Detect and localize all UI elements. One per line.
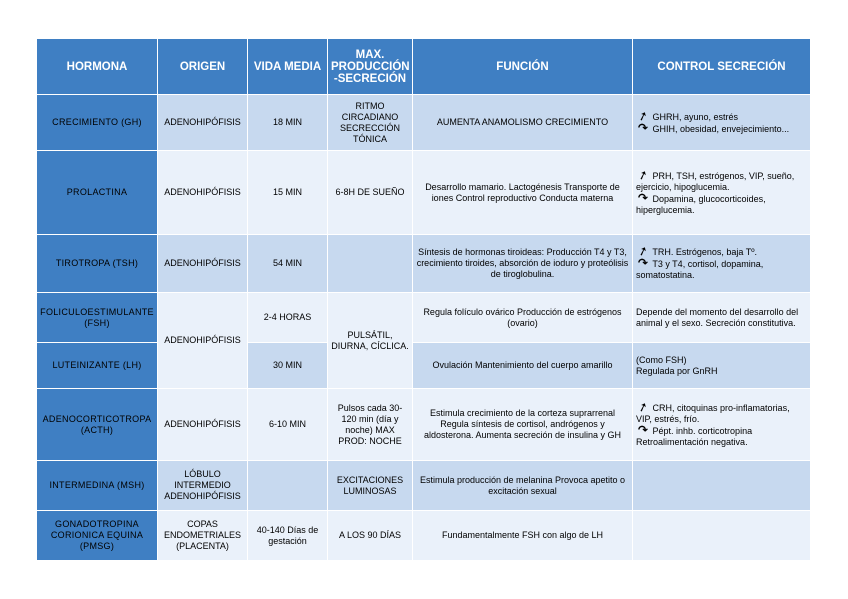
- control-up-text: TRH. Estrógenos, baja Tº.: [652, 247, 758, 257]
- control-cell: [633, 389, 811, 461]
- table-row: [37, 389, 811, 461]
- vida-cell: 40-140 Días de gestación: [248, 511, 328, 561]
- funcion-cell: Regula folículo ovárico Producción de estrógenos (ovario): [413, 293, 633, 343]
- origen-cell: COPAS ENDOMETRIALES (PLACENTA): [158, 511, 248, 561]
- control-down-text: T3 y T4, cortisol, dopamina, somatostatina.: [636, 259, 764, 280]
- vida-cell: 30 MIN: [248, 343, 328, 389]
- arrow-up-icon: ➚: [635, 107, 650, 124]
- arrow-up-icon: ➚: [635, 166, 650, 183]
- arrow-down-icon: ↷: [637, 256, 649, 270]
- hormone-name: ADENOCORTICOTROPA (ACTH): [37, 389, 158, 461]
- max-cell: EXCITACIONES LUMINOSAS: [328, 461, 413, 511]
- max-cell: A LOS 90 DÍAS: [328, 511, 413, 561]
- control-down-text: GHIH, obesidad, envejecimiento...: [652, 123, 790, 134]
- header-vida-media: VIDA MEDIA: [248, 39, 328, 95]
- table-row: [37, 511, 811, 561]
- max-cell: PULSÁTIL, DIURNA, CÍCLICA.: [328, 293, 413, 389]
- vida-cell: 18 MIN: [248, 95, 328, 151]
- hormone-name: FOLICULOESTIMULANTE (FSH): [37, 293, 158, 343]
- vida-cell: [248, 461, 328, 511]
- control-cell: [633, 235, 811, 293]
- control-cell: [633, 343, 811, 389]
- funcion-cell: Síntesis de hormonas tiroideas: Producción T4 y T3, crecimiento tiroides, absorción de ioduro y proteólisis de tiroglobulina.: [413, 235, 633, 293]
- header-max-produccion: MAX. PRODUCCIÓN -SECRECIÓN: [328, 39, 413, 95]
- hormone-table: [36, 38, 811, 561]
- table-row: [37, 95, 811, 151]
- control-up-text: CRH, citoquinas pro-inflamatorias, VIP, estrés, frío.: [636, 402, 790, 424]
- origen-cell: ADENOHIPÓFISIS: [158, 95, 248, 151]
- origen-cell: LÓBULO INTERMEDIO ADENOHIPÓFISIS: [158, 461, 248, 511]
- max-cell: Pulsos cada 30-120 min (día y noche) MAX PROD: NOCHE: [328, 389, 413, 461]
- hormone-name: INTERMEDINA (MSH): [37, 461, 158, 511]
- hormone-name: PROLACTINA: [37, 151, 158, 235]
- origen-cell: ADENOHIPÓFISIS: [158, 389, 248, 461]
- control-up-text: PRH, TSH, estrógenos, VIP, sueño, ejercicio, hipoglucemia.: [636, 170, 795, 192]
- hormone-name: GONADOTROPINA CORIONICA EQUINA (PMSG): [37, 511, 158, 561]
- control-cell: [633, 151, 811, 235]
- arrow-down-icon: ↷: [637, 422, 649, 437]
- control-cell: [633, 461, 811, 511]
- funcion-cell: Ovulación Mantenimiento del cuerpo amarillo: [413, 343, 633, 389]
- funcion-cell: Estimula crecimiento de la corteza suprarrenal Regula síntesis de cortisol, andrógenos y aldosterona. Aumenta secreción de insulina y GH: [413, 389, 633, 461]
- control-up-text: GHRH, ayuno, estrés: [652, 111, 739, 122]
- header-funcion: FUNCIÓN: [413, 39, 633, 95]
- table-row: [37, 461, 811, 511]
- max-cell: 6-8H DE SUEÑO: [328, 151, 413, 235]
- table-row: [37, 151, 811, 235]
- origen-cell: ADENOHIPÓFISIS: [158, 293, 248, 389]
- control-cell: [633, 95, 811, 151]
- max-cell: [328, 235, 413, 293]
- table-row: [37, 293, 811, 343]
- hormone-name: LUTEINIZANTE (LH): [37, 343, 158, 389]
- max-cell: RITMO CIRCADIANO SECRECCIÓN TÓNICA: [328, 95, 413, 151]
- funcion-cell: Estimula producción de melanina Provoca apetito o excitación sexual: [413, 461, 633, 511]
- funcion-cell: Fundamentalmente FSH con algo de LH: [413, 511, 633, 561]
- control-down-text: Pépt. inhb. corticotropina Retroalimentación negativa.: [636, 425, 753, 447]
- vida-cell: 2-4 HORAS: [248, 293, 328, 343]
- header-control: CONTROL SECRECIÓN: [633, 39, 811, 95]
- vida-cell: 54 MIN: [248, 235, 328, 293]
- funcion-cell: AUMENTA ANAMOLISMO CRECIMIENTO: [413, 95, 633, 151]
- arrow-up-icon: ➚: [635, 242, 650, 260]
- header-hormona: HORMONA: [37, 39, 158, 95]
- vida-cell: 15 MIN: [248, 151, 328, 235]
- control-line-1: (Como FSH): [636, 354, 687, 365]
- origen-cell: ADENOHIPÓFISIS: [158, 235, 248, 293]
- hormone-name: CRECIMIENTO (GH): [37, 95, 158, 151]
- arrow-down-icon: ↷: [637, 190, 649, 205]
- table-row: [37, 235, 811, 293]
- control-cell: Depende del momento del desarrollo del animal y el sexo. Secreción constitutiva.: [633, 293, 811, 343]
- control-line-2: Regulada por GnRH: [636, 365, 718, 376]
- table-row: [37, 343, 811, 389]
- control-cell: [633, 511, 811, 561]
- header-row: [37, 39, 811, 95]
- control-down-text: Dopamina, glucocorticoides, hiperglucemia.: [636, 193, 766, 215]
- funcion-cell: Desarrollo mamario. Lactogénesis Transporte de iones Control reproductivo Conducta materna: [413, 151, 633, 235]
- header-origen: ORIGEN: [158, 39, 248, 95]
- arrow-down-icon: ↷: [637, 120, 649, 135]
- hormone-name: TIROTROPA (TSH): [37, 235, 158, 293]
- arrow-up-icon: ➚: [635, 398, 650, 415]
- origen-cell: ADENOHIPÓFISIS: [158, 151, 248, 235]
- vida-cell: 6-10 MIN: [248, 389, 328, 461]
